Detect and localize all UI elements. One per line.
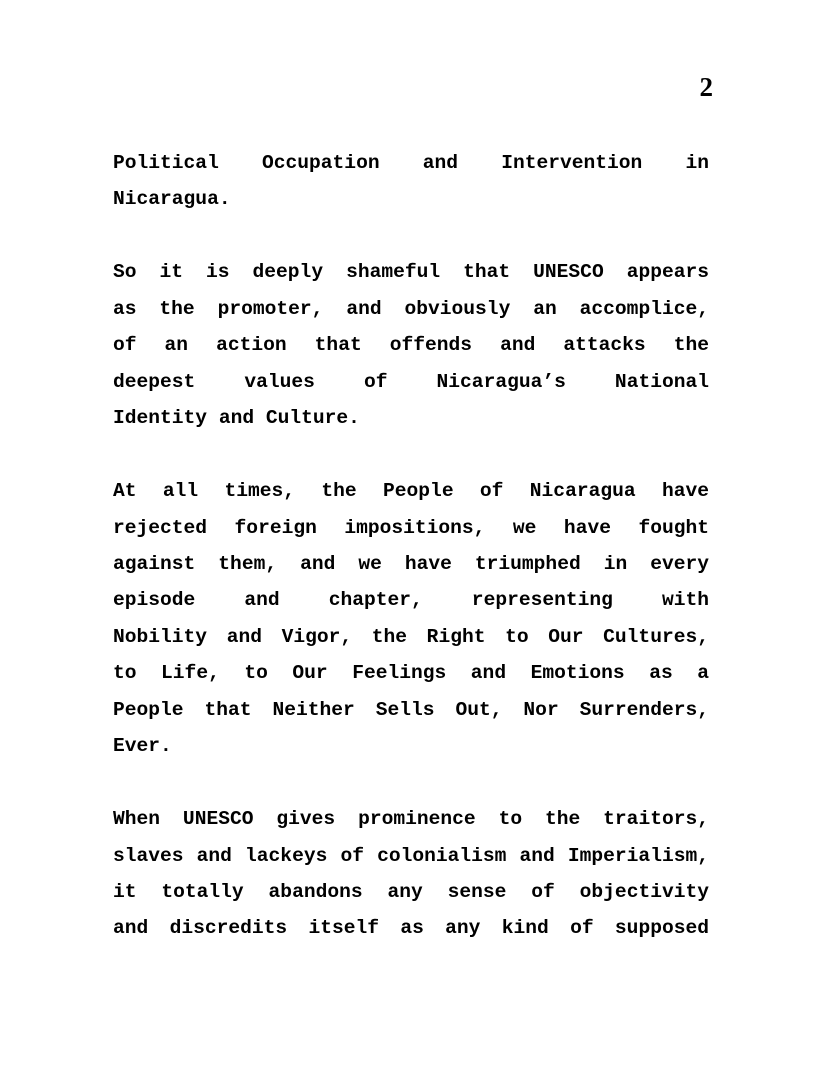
text-line: At all times, the People of Nicaragua have xyxy=(113,480,709,503)
text-line: to Life, to Our Feelings and Emotions as a xyxy=(113,662,709,685)
page-number: 2 xyxy=(699,72,713,102)
text-line: Ever. xyxy=(113,735,172,758)
text-line: and discredits itself as any kind of supposed xyxy=(113,917,709,940)
text-line: it totally abandons any sense of objectivity xyxy=(113,881,709,904)
text-line: as the promoter, and obviously an accomplice, xyxy=(113,297,709,320)
text-line: People that Neither Sells Out, Nor Surrenders, xyxy=(113,698,709,721)
text-line: deepest values of Nicaragua’s National xyxy=(113,370,709,393)
paragraph xyxy=(113,145,709,218)
text-line: against them, and we have triumphed in every xyxy=(113,552,709,575)
text-line: Nobility and Vigor, the Right to Our Cultures, xyxy=(113,625,709,648)
text-line: slaves and lackeys of colonialism and Imperialism, xyxy=(113,844,709,867)
document-body xyxy=(113,145,709,947)
text-line: Identity and Culture. xyxy=(113,407,360,430)
text-line: Nicaragua. xyxy=(113,188,231,211)
paragraph xyxy=(113,254,709,436)
text-line: Political Occupation and Intervention in xyxy=(113,152,709,174)
text-line: When UNESCO gives prominence to the traitors, xyxy=(113,808,709,831)
text-line: rejected foreign impositions, we have fought xyxy=(113,516,709,539)
paragraph xyxy=(113,473,709,765)
paragraph xyxy=(113,801,709,947)
text-line: of an action that offends and attacks the xyxy=(113,334,709,357)
text-line: episode and chapter, representing with xyxy=(113,589,709,612)
text-line: So it is deeply shameful that UNESCO appears xyxy=(113,261,709,284)
